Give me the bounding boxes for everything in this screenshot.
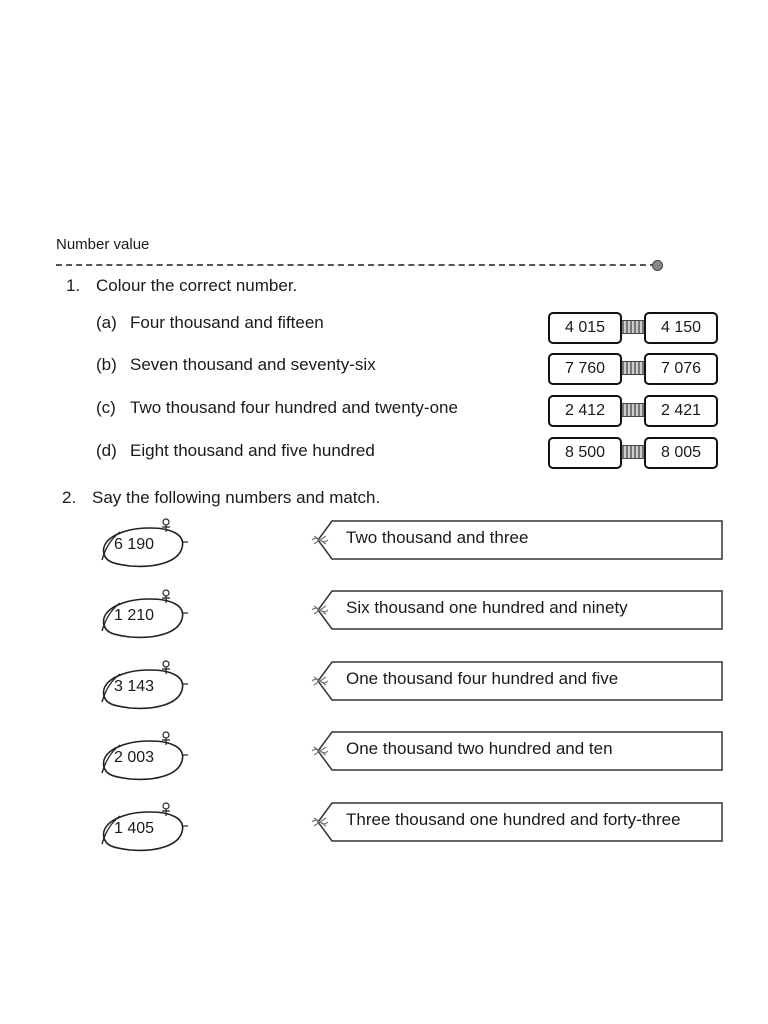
q1-item-d bbox=[96, 441, 375, 461]
q1-option-pair-d bbox=[548, 437, 718, 469]
section-title: Number value bbox=[56, 236, 150, 253]
divider-end-dot bbox=[652, 260, 663, 271]
q1-item-b bbox=[96, 355, 376, 375]
pair-connector bbox=[622, 445, 644, 459]
item-letter: (a) bbox=[96, 313, 117, 332]
bag-number: 3 143 bbox=[114, 678, 155, 695]
tag-text: Two thousand and three bbox=[346, 528, 529, 547]
word-tag-2[interactable] bbox=[310, 590, 724, 630]
option-box[interactable]: 4 015 bbox=[548, 312, 622, 344]
q1-item-c bbox=[96, 398, 458, 418]
option-box[interactable]: 2 421 bbox=[644, 395, 718, 427]
tag-text: Three thousand one hundred and forty-three bbox=[346, 810, 681, 829]
option-box[interactable]: 7 076 bbox=[644, 353, 718, 385]
number-bag-3[interactable] bbox=[96, 658, 192, 714]
number-bag-1[interactable] bbox=[96, 516, 192, 572]
tag-text: One thousand four hundred and five bbox=[346, 669, 619, 688]
dashed-divider bbox=[56, 264, 656, 266]
word-tag-1[interactable] bbox=[310, 520, 724, 560]
question-2-text: Say the following numbers and match. bbox=[92, 488, 381, 507]
item-text: Four thousand and fifteen bbox=[130, 313, 324, 332]
q1-item-a bbox=[96, 313, 324, 333]
bag-number: 1 405 bbox=[114, 820, 155, 837]
number-bag-2[interactable] bbox=[96, 587, 192, 643]
word-tag-3[interactable] bbox=[310, 661, 724, 701]
item-text: Two thousand four hundred and twenty-one bbox=[130, 398, 458, 417]
question-1-number: 1. bbox=[66, 276, 81, 295]
pair-connector bbox=[622, 403, 644, 417]
option-box[interactable]: 8 500 bbox=[548, 437, 622, 469]
number-bag-5[interactable] bbox=[96, 800, 192, 856]
q1-option-pair-b bbox=[548, 353, 718, 385]
q1-option-pair-c bbox=[548, 395, 718, 427]
question-2-number: 2. bbox=[62, 488, 77, 507]
option-box[interactable]: 7 760 bbox=[548, 353, 622, 385]
bag-number: 1 210 bbox=[114, 607, 155, 624]
number-bag-4[interactable] bbox=[96, 729, 192, 785]
item-letter: (c) bbox=[96, 398, 116, 417]
option-box[interactable]: 4 150 bbox=[644, 312, 718, 344]
word-tag-5[interactable] bbox=[310, 802, 724, 842]
tag-text: One thousand two hundred and ten bbox=[346, 739, 613, 758]
option-box[interactable]: 8 005 bbox=[644, 437, 718, 469]
item-letter: (b) bbox=[96, 355, 117, 374]
pair-connector bbox=[622, 320, 644, 334]
question-1-heading bbox=[66, 276, 297, 296]
question-2-heading bbox=[62, 488, 380, 508]
bag-number: 6 190 bbox=[114, 536, 155, 553]
item-letter: (d) bbox=[96, 441, 117, 460]
word-tag-4[interactable] bbox=[310, 731, 724, 771]
bag-number: 2 003 bbox=[114, 749, 155, 766]
item-text: Seven thousand and seventy-six bbox=[130, 355, 376, 374]
item-text: Eight thousand and five hundred bbox=[130, 441, 375, 460]
tag-text: Six thousand one hundred and ninety bbox=[346, 598, 628, 617]
question-1-text: Colour the correct number. bbox=[96, 276, 298, 295]
pair-connector bbox=[622, 361, 644, 375]
q1-option-pair-a bbox=[548, 312, 718, 344]
option-box[interactable]: 2 412 bbox=[548, 395, 622, 427]
